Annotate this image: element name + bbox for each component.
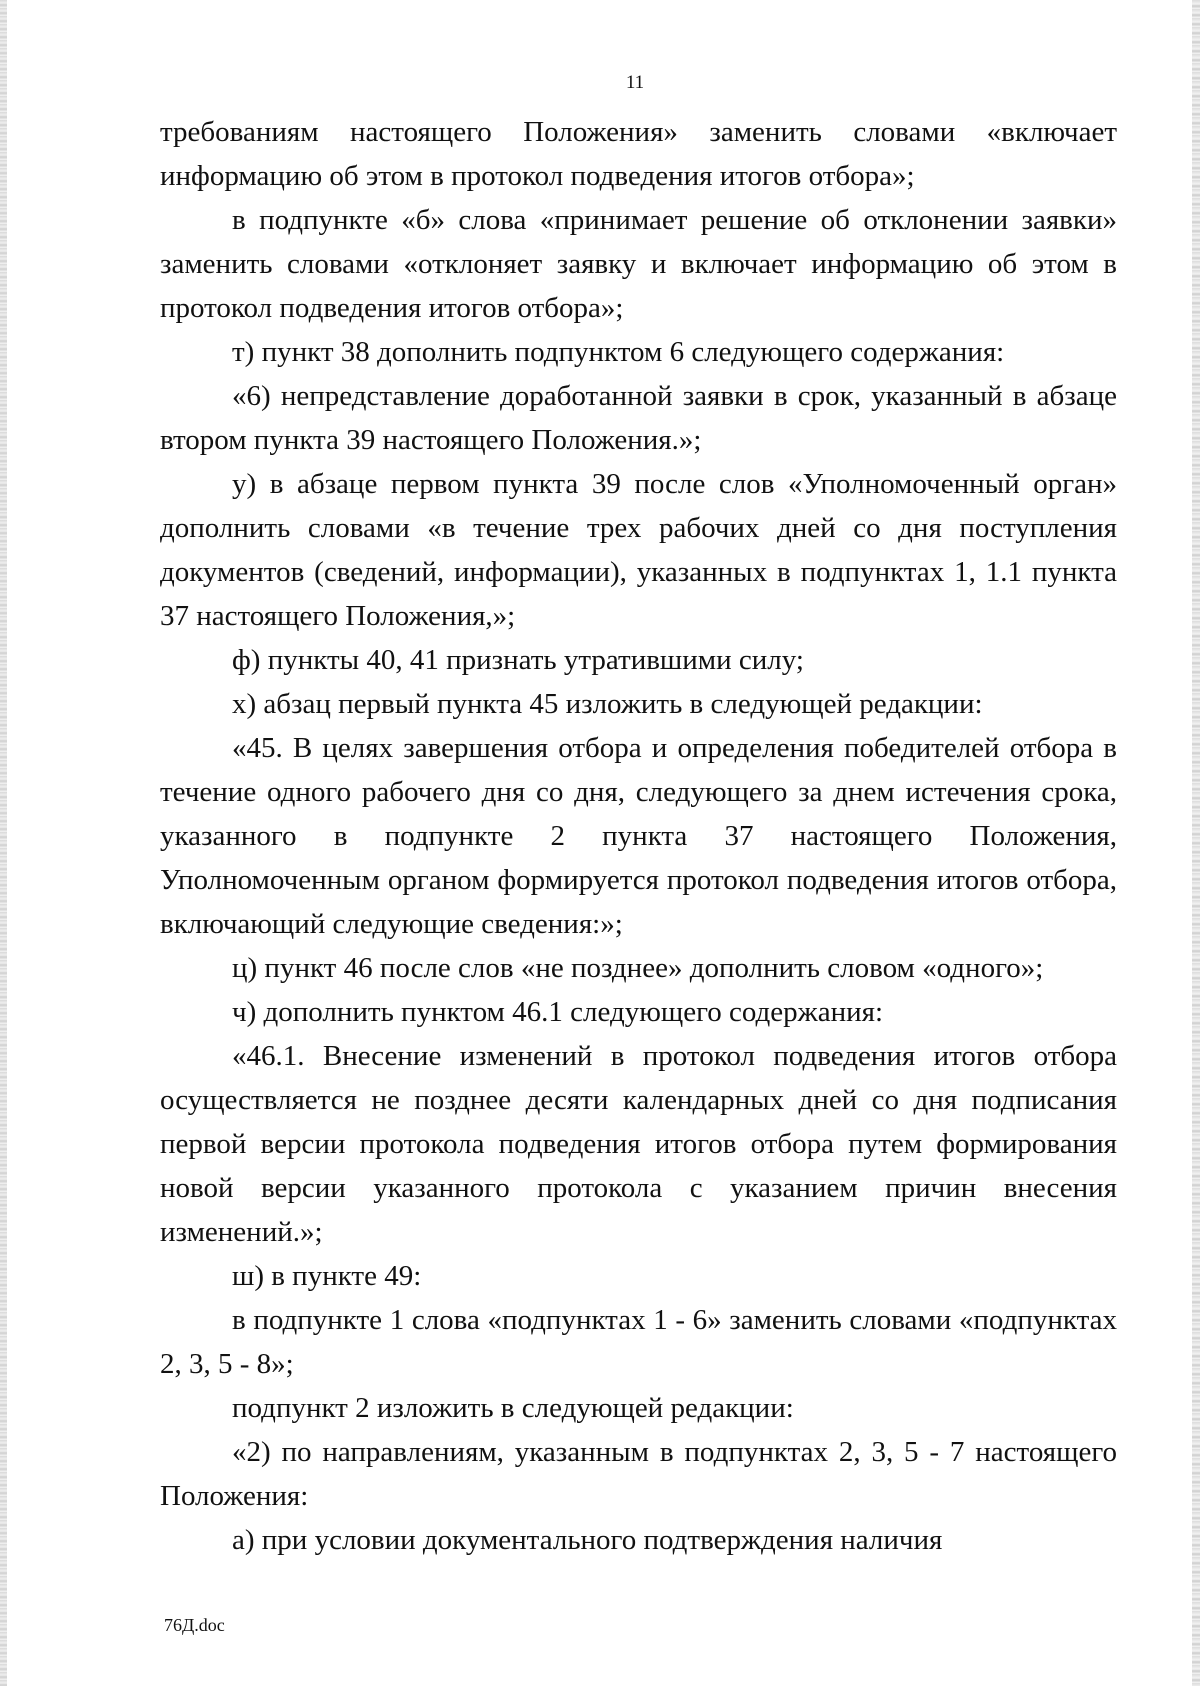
paragraph-quote-46-1: «46.1. Внесение изменений в протокол подведения итогов отбора осуществляется не позднее десяти календарных дней со дня подписания первой версии протокола подведения итогов отбора путем формирования новой версии указанного протокола с указанием причин внесения изменений.»; xyxy=(160,1040,1117,1248)
paragraph-item-u: у) в абзаце первом пункта 39 после слов «Уполномоченный орган» дополнить словами «в течение трех рабочих дней со дня поступления документов (сведений, информации), указанных в подпунктах 1, 1.1 пункта 37 настоящего Положения,»; xyxy=(160,468,1117,632)
paragraph-item-ch: ч) дополнить пунктом 46.1 следующего содержания: xyxy=(232,996,884,1028)
paragraph-subitem-1: в подпункте 1 слова «подпунктах 1 - 6» заменить словами «подпунктах 2, 3, 5 - 8»; xyxy=(160,1304,1117,1380)
paragraph-item-f: ф) пункты 40, 41 признать утратившими силу; xyxy=(232,644,804,676)
scan-edge-left xyxy=(0,0,7,1686)
paragraph-subitem-2: подпункт 2 изложить в следующей редакции: xyxy=(232,1392,794,1424)
paragraph-item-t: т) пункт 38 дополнить подпунктом 6 следующего содержания: xyxy=(232,336,1005,368)
paragraph-continuation: требованиям настоящего Положения» заменить словами «включает информацию об этом в протокол подведения итогов отбора»; xyxy=(160,116,1117,192)
paragraph-quote-2: «2) по направлениям, указанным в подпунктах 2, 3, 5 - 7 настоящего Положения: xyxy=(160,1436,1117,1512)
paragraph-item-ts: ц) пункт 46 после слов «не позднее» дополнить словом «одного»; xyxy=(232,952,1044,984)
paragraph-subitem-b: в подпункте «б» слова «принимает решение об отклонении заявки» заменить словами «отклоняет заявку и включает информацию об этом в протокол подведения итогов отбора»; xyxy=(160,204,1117,324)
page-number: 11 xyxy=(625,72,645,93)
footer-filename: 76Д.doc xyxy=(164,1615,225,1635)
paragraph-item-sh: ш) в пункте 49: xyxy=(232,1260,422,1292)
paragraph-item-kh: х) абзац первый пункта 45 изложить в следующей редакции: xyxy=(232,688,983,720)
document-body xyxy=(160,110,1117,1562)
paragraph-subitem-a: а) при условии документального подтверждения наличия xyxy=(232,1524,943,1556)
paragraph-quote-45: «45. В целях завершения отбора и определения победителей отбора в течение одного рабочего дня со дня, следующего за днем истечения срока, указанного в подпункте 2 пункта 37 настоящего Положения, Уполномоченным органом формируется протокол подведения итогов отбора, включающий следующие сведения:»; xyxy=(160,732,1117,940)
paragraph-quote-6: «6) непредставление доработанной заявки в срок, указанный в абзаце втором пункта 39 настоящего Положения.»; xyxy=(160,380,1117,456)
scan-edge-right xyxy=(1192,0,1200,1686)
